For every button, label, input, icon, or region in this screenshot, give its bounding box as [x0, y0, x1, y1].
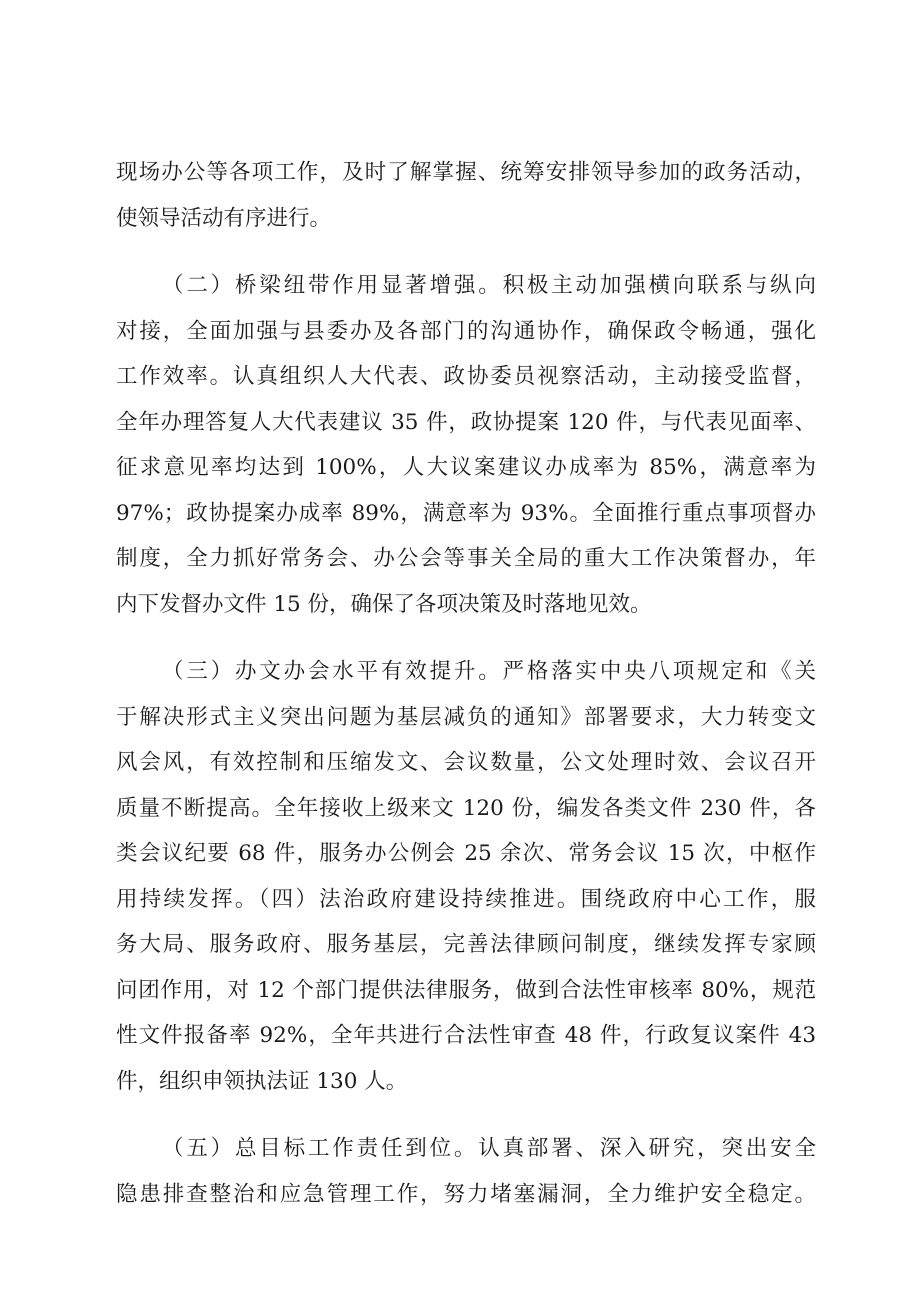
paragraph-line: 质量不断提高。全年接收上级来文 120 份，编发各类文件 230 件，各	[116, 795, 816, 821]
paragraph-gap	[116, 241, 816, 263]
paragraph-line: （五）总目标工作责任到位。认真部署、深入研究，突出安全	[162, 1136, 816, 1161]
paragraph-gap	[116, 627, 816, 649]
paragraph-line: 征求意见率均达到 100%，人大议案建议办成率为 85%，满意率为	[116, 455, 816, 480]
paragraph-3	[116, 649, 816, 1104]
paragraph-line: 件，组织申领执法证 130 人。	[116, 1068, 408, 1094]
paragraph-2	[116, 263, 816, 627]
paragraph-line: 对接，全面加强与县委办及各部门的沟通协作，确保政令畅通，强化	[116, 318, 816, 344]
paragraph-line: （二）桥梁纽带作用显著增强。积极主动加强横向联系与纵向	[162, 273, 816, 298]
paragraph-gap	[116, 1104, 816, 1126]
paragraph-line: （三）办文办会水平有效提升。严格落实中央八项规定和《关	[162, 659, 816, 684]
paragraph-4	[116, 1126, 816, 1217]
paragraph-line: 隐患排查整治和应急管理工作，努力堵塞漏洞，全力维护安全稳定。	[116, 1181, 816, 1207]
paragraph-line: 现场办公等各项工作，及时了解掌握、统筹安排领导参加的政务活动，	[116, 160, 816, 185]
paragraph-line: 工作效率。认真组织人大代表、政协委员视察活动，主动接受监督，	[116, 364, 816, 389]
paragraph-line: 使领导活动有序进行。	[116, 205, 332, 231]
paragraph-line: 风会风，有效控制和压缩发文、会议数量，公文处理时效、会议召开	[116, 750, 816, 775]
paragraph-line: 内下发督办文件 15 份，确保了各项决策及时落地见效。	[116, 591, 652, 617]
paragraph-line: 务大局、服务政府、服务基层，完善法律顾问制度，继续发挥专家顾	[116, 932, 816, 957]
paragraph-line: 用持续发挥。（四）法治政府建设持续推进。围绕政府中心工作，服	[116, 886, 816, 912]
paragraph-line: 于解决形式主义突出问题为基层减负的通知》部署要求，大力转变文	[116, 704, 816, 730]
paragraph-line: 性文件报备率 92%，全年共进行合法性审查 48 件，行政复议案件 43	[116, 1023, 816, 1048]
paragraph-line: 全年办理答复人大代表建议 35 件，政协提案 120 件，与代表见面率、	[116, 409, 816, 435]
document-body	[116, 150, 816, 1217]
paragraph-line: 类会议纪要 68 件，服务办公例会 25 余次、常务会议 15 次，中枢作	[116, 841, 816, 866]
paragraph-line: 制度，全力抓好常务会、办公会等事关全局的重大工作决策督办，年	[116, 546, 816, 571]
paragraph-1	[116, 150, 816, 241]
paragraph-line: 问团作用，对 12 个部门提供法律服务，做到合法性审核率 80%，规范	[116, 977, 816, 1003]
paragraph-line: 97%；政协提案办成率 89%，满意率为 93%。全面推行重点事项督办	[116, 500, 816, 526]
